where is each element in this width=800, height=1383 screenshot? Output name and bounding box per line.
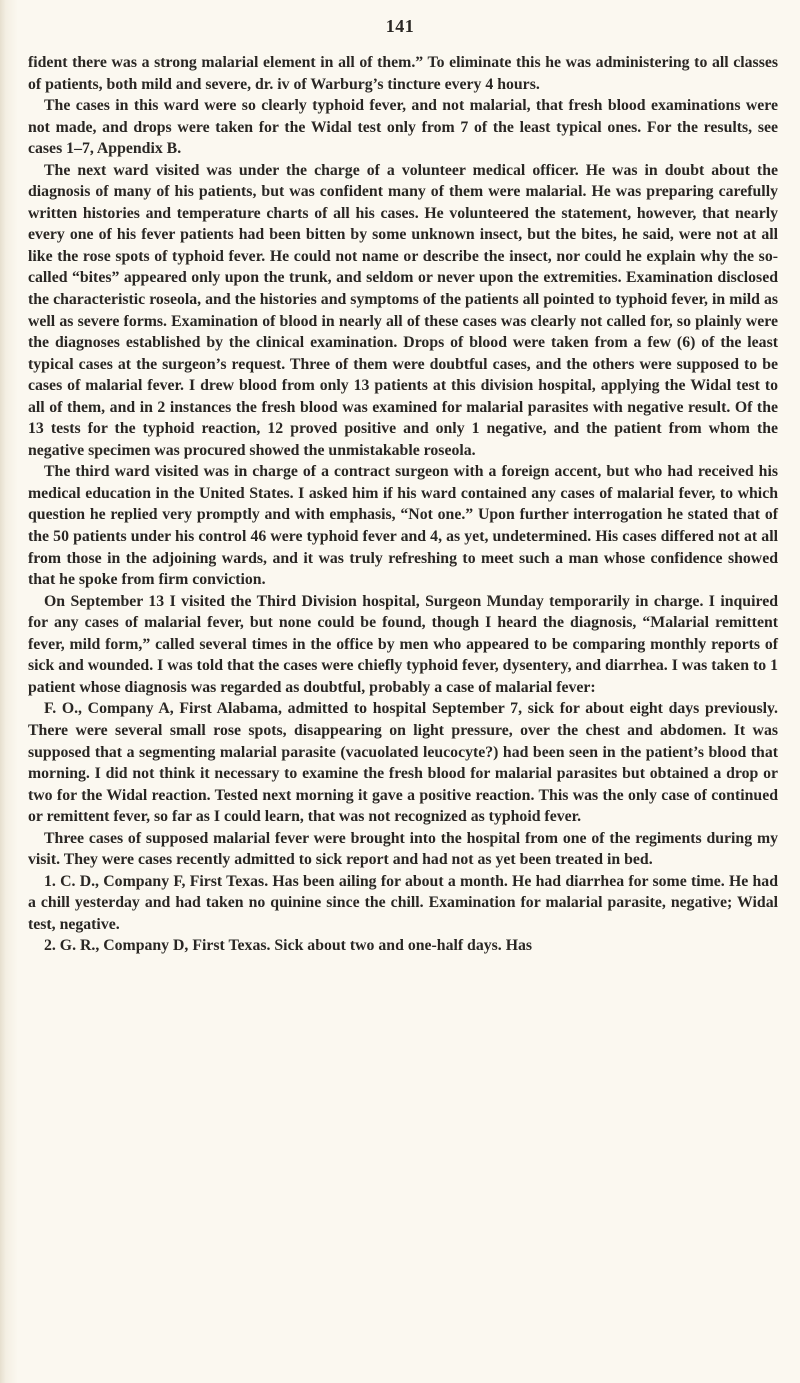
paragraph: 1. C. D., Company F, First Texas. Has been ailing for about a month. He had diarrhea for some time. He had a chill yesterday and had taken no quinine since the chill. Examination for malarial parasite, negative; Widal test, negative. (28, 872, 778, 933)
paragraph: F. O., Company A, First Alabama, admitted to hospital September 7, sick for about eight days previously. There were several small rose spots, disappearing on light pressure, over the chest and abdomen. It was supposed that a segmenting malarial parasite (vacuolated leucocyte?) had been seen in the patient’s blood that morning. I did not think it necessary to examine the fresh blood for malarial parasites but obtained a drop or two for the Widal reaction. Tested next morning it gave a positive reaction. This was the only case of continued or remittent fever, so far as I could learn, that was not recognized as typhoid fever. (28, 700, 778, 826)
paragraph: The next ward visited was under the charge of a volunteer medical officer. He was in doubt about the diagnosis of many of his patients, but was confident many of them were malarial. He was preparing carefully written histories and temperature charts of all his cases. He volunteered the statement, however, that nearly every one of his fever patients had been bitten by some unknown insect, but the bites, he said, were not at all like the rose spots of typhoid fever. He could not name or describe the insect, nor could he explain why the so-called “bites” appeared only upon the trunk, and seldom or never upon the extremities. Examination disclosed the characteristic roseola, and the histories and symptoms of the patients all pointed to typhoid fever, in mild as well as severe forms. Examination of blood in nearly all of these cases was clearly not called for, so plainly were the diagnoses established by the clinical examination. Drops of blood were taken from a few (6) of the least typical cases at the surgeon’s request. Three of them were doubtful cases, and the others were supposed to be cases of malarial fever. I drew blood from only 13 patients at this division hospital, applying the Widal test to all of them, and in 2 instances the fresh blood was examined for malarial parasites with negative result. Of the 13 tests for the typhoid reaction, 12 proved positive and only 1 negative, and the patient from whom the negative specimen was procured showed the unmistakable roseola. (28, 161, 778, 459)
paragraph: The cases in this ward were so clearly typhoid fever, and not malarial, that fresh blood examinations were not made, and drops were taken for the Widal test only from 7 of the least typical ones. For the results, see cases 1–7, Appendix B. (28, 97, 778, 158)
paragraph: On September 13 I visited the Third Division hospital, Surgeon Munday temporarily in charge. I inquired for any cases of malarial fever, but none could be found, though I heard the diagnosis, “Malarial remittent fever, mild form,” called several times in the office by men who appeared to be comparing monthly reports of sick and wounded. I was told that the cases were chiefly typhoid fever, dysentery, and diarrhea. I was taken to 1 patient whose diagnosis was regarded as doubtful, probably a case of malarial fever: (28, 592, 778, 696)
body-text (28, 52, 778, 957)
paragraph: 2. G. R., Company D, First Texas. Sick about two and one-half days. Has (44, 937, 533, 955)
page-number: 141 (385, 16, 415, 36)
paragraph: fident there was a strong malarial element in all of them.” To eliminate this he was administering to all classes of patients, both mild and severe, dr. iv of Warburg’s tincture every 4 hours. (28, 54, 778, 93)
paragraph: Three cases of supposed malarial fever were brought into the hospital from one of the regiments during my visit. They were cases recently admitted to sick report and had not as yet been treated in bed. (28, 829, 778, 869)
paragraph: The third ward visited was in charge of a contract surgeon with a foreign accent, but who had received his medical education in the United States. I asked him if his ward contained any cases of malarial fever, to which question he replied very promptly and with emphasis, “Not one.” Upon further interrogation he stated that of the 50 patients under his control 46 were typhoid fever and 4, as yet, undetermined. His cases differed not at all from those in the adjoining wards, and it was truly refreshing to meet such a man whose confidence showed that he spoke from firm conviction. (28, 463, 778, 589)
